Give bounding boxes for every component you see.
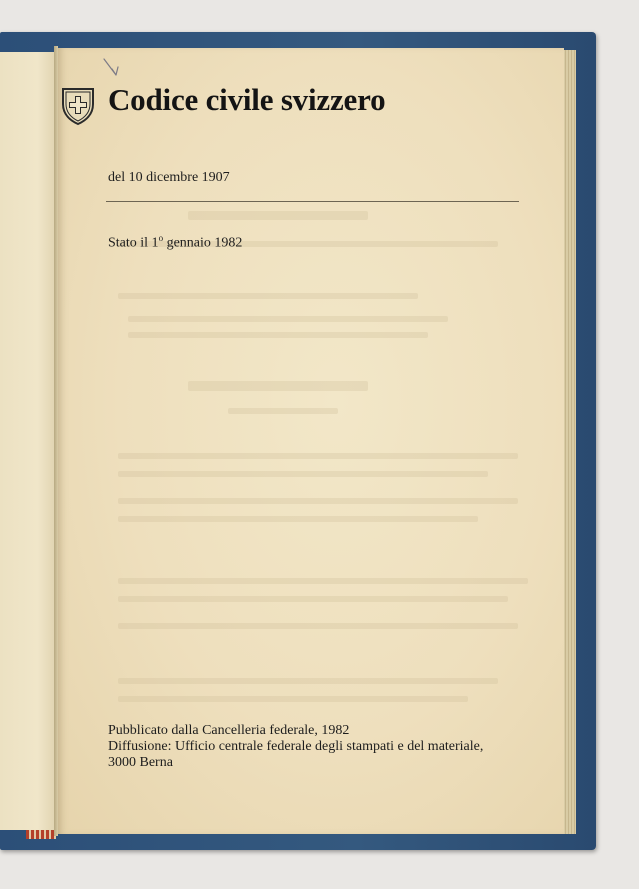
left-page (0, 52, 55, 830)
pencil-arrow-mark (102, 57, 122, 81)
state-prefix: Stato il 1 (108, 235, 159, 251)
show-through (118, 516, 478, 522)
show-through (188, 211, 368, 220)
date-line: del 10 dicembre 1907 (108, 170, 230, 185)
show-through (228, 408, 338, 414)
bookmark-ribbon (26, 830, 56, 839)
show-through (118, 578, 528, 584)
show-through (118, 293, 418, 299)
divider (106, 201, 519, 202)
show-through (118, 596, 508, 602)
state-suffix: gennaio 1982 (163, 235, 243, 251)
show-through (128, 316, 448, 322)
show-through (118, 453, 518, 459)
show-through (118, 696, 468, 702)
document-title: Codice civile svizzero (108, 82, 386, 117)
page-edges (563, 50, 576, 834)
show-through (118, 623, 518, 629)
show-through (128, 332, 428, 338)
publication-info (108, 723, 528, 771)
show-through (118, 498, 518, 504)
title-page (58, 48, 564, 834)
swiss-coat-of-arms-icon (60, 86, 96, 126)
show-through (118, 678, 498, 684)
footer-line: Pubblicato dalla Cancelleria federale, 1982 (108, 723, 350, 738)
footer-line: 3000 Berna (108, 755, 173, 770)
show-through (188, 381, 368, 391)
footer-line: Diffusione: Ufficio centrale federale degli stampati e del materiale, (108, 739, 484, 754)
show-through (118, 471, 488, 477)
state-superscript: o (158, 233, 164, 243)
state-line (108, 233, 242, 252)
